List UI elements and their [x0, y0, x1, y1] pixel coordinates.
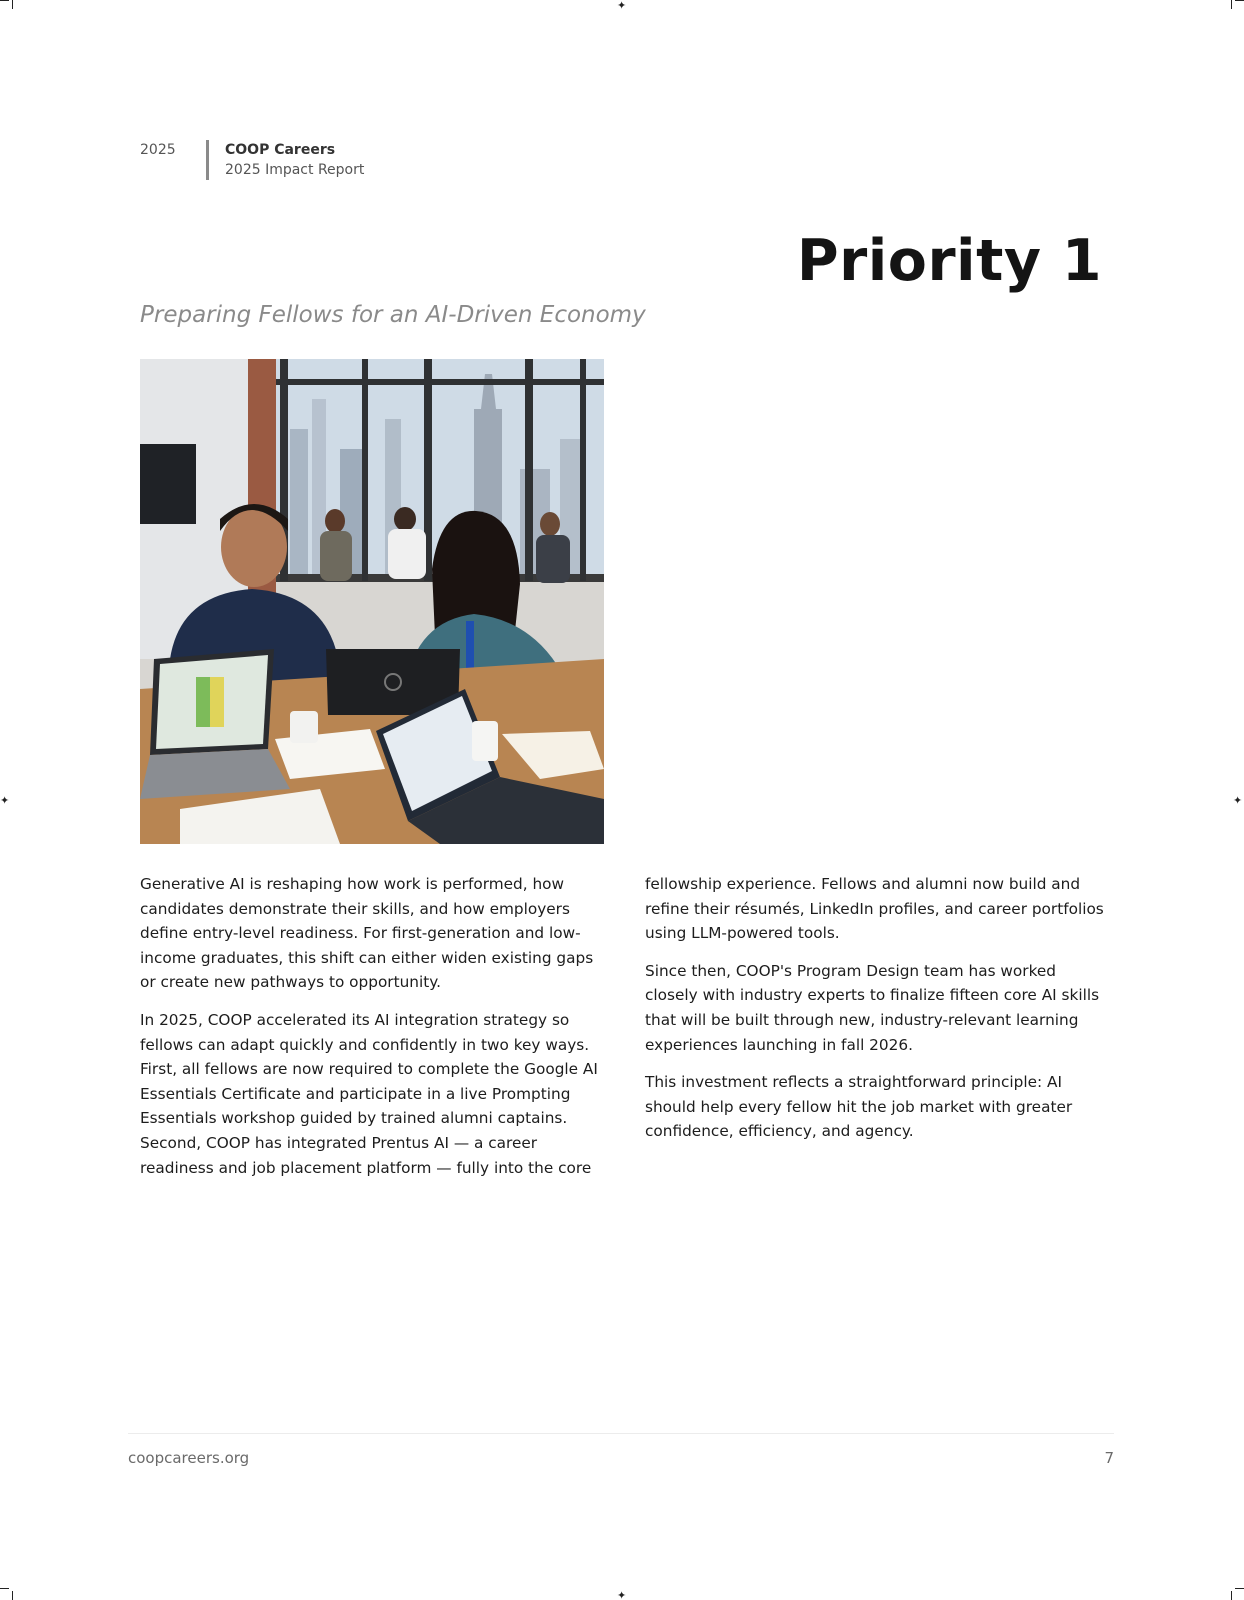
registration-mark-top: ✦	[617, 0, 627, 12]
body-paragraph: fellowship experience. Fellows and alumni now build and refine their résumés, LinkedIn profiles, and career portfolios using LLM-powered tools.	[645, 875, 1104, 943]
page-title: Priority 1	[796, 228, 1102, 294]
crop-mark-tr-v	[1231, 0, 1232, 9]
crop-mark-tl-h	[0, 0, 9, 1]
crop-mark-tl-v	[12, 0, 13, 9]
page-subtitle: Preparing Fellows for an AI-Driven Economy	[140, 302, 646, 328]
registration-mark-right: ✦	[1233, 794, 1243, 807]
crop-mark-bl-v	[12, 1591, 13, 1600]
body-column-left	[140, 872, 602, 1193]
header-divider	[206, 140, 209, 180]
page-number: 7	[1104, 1449, 1114, 1467]
body-paragraph: This investment reflects a straightforward principle: AI should help every fellow hit the job market with greater confidence, efficiency, and agency.	[645, 1073, 1073, 1141]
body-paragraph: Generative AI is reshaping how work is performed, how candidates demonstrate their skills, and how employers define entry-level readiness. For first-generation and low-income graduates, this shift can either widen existing gaps or create new pathways to opportunity.	[140, 875, 594, 992]
fellows-photo-illustration	[140, 359, 604, 844]
footer-website: coopcareers.org	[128, 1449, 250, 1467]
crop-mark-bl-h	[0, 1588, 9, 1589]
report-header	[140, 140, 364, 180]
header-report-name: 2025 Impact Report	[225, 162, 365, 178]
fellows-photo	[140, 359, 604, 844]
crop-mark-tr-h	[1235, 0, 1244, 1]
crop-mark-br-h	[1235, 1588, 1244, 1589]
header-org-block	[225, 140, 364, 180]
crop-mark-br-v	[1231, 1591, 1232, 1600]
body-paragraph: In 2025, COOP accelerated its AI integration strategy so fellows can adapt quickly and confidently in two key ways. First, all fellows are now required to complete the Google AI Essentials Certificate and participate in a live Prompting Essentials workshop guided by trained alumni captains. Second, COOP has integrated Prentus AI — a career readiness and job placement platform — fully into the core	[140, 1010, 598, 1177]
body-paragraph: Since then, COOP's Program Design team has worked closely with industry experts to finalize fifteen core AI skills that will be built through new, industry-relevant learning experiences launching in fall 2026.	[645, 961, 1100, 1054]
registration-mark-left: ✦	[0, 794, 10, 807]
header-year: 2025	[140, 142, 176, 158]
registration-mark-bottom: ✦	[617, 1589, 627, 1600]
body-column-right	[645, 872, 1110, 1157]
footer-divider	[128, 1433, 1114, 1434]
header-org-name: COOP Careers	[225, 142, 336, 158]
